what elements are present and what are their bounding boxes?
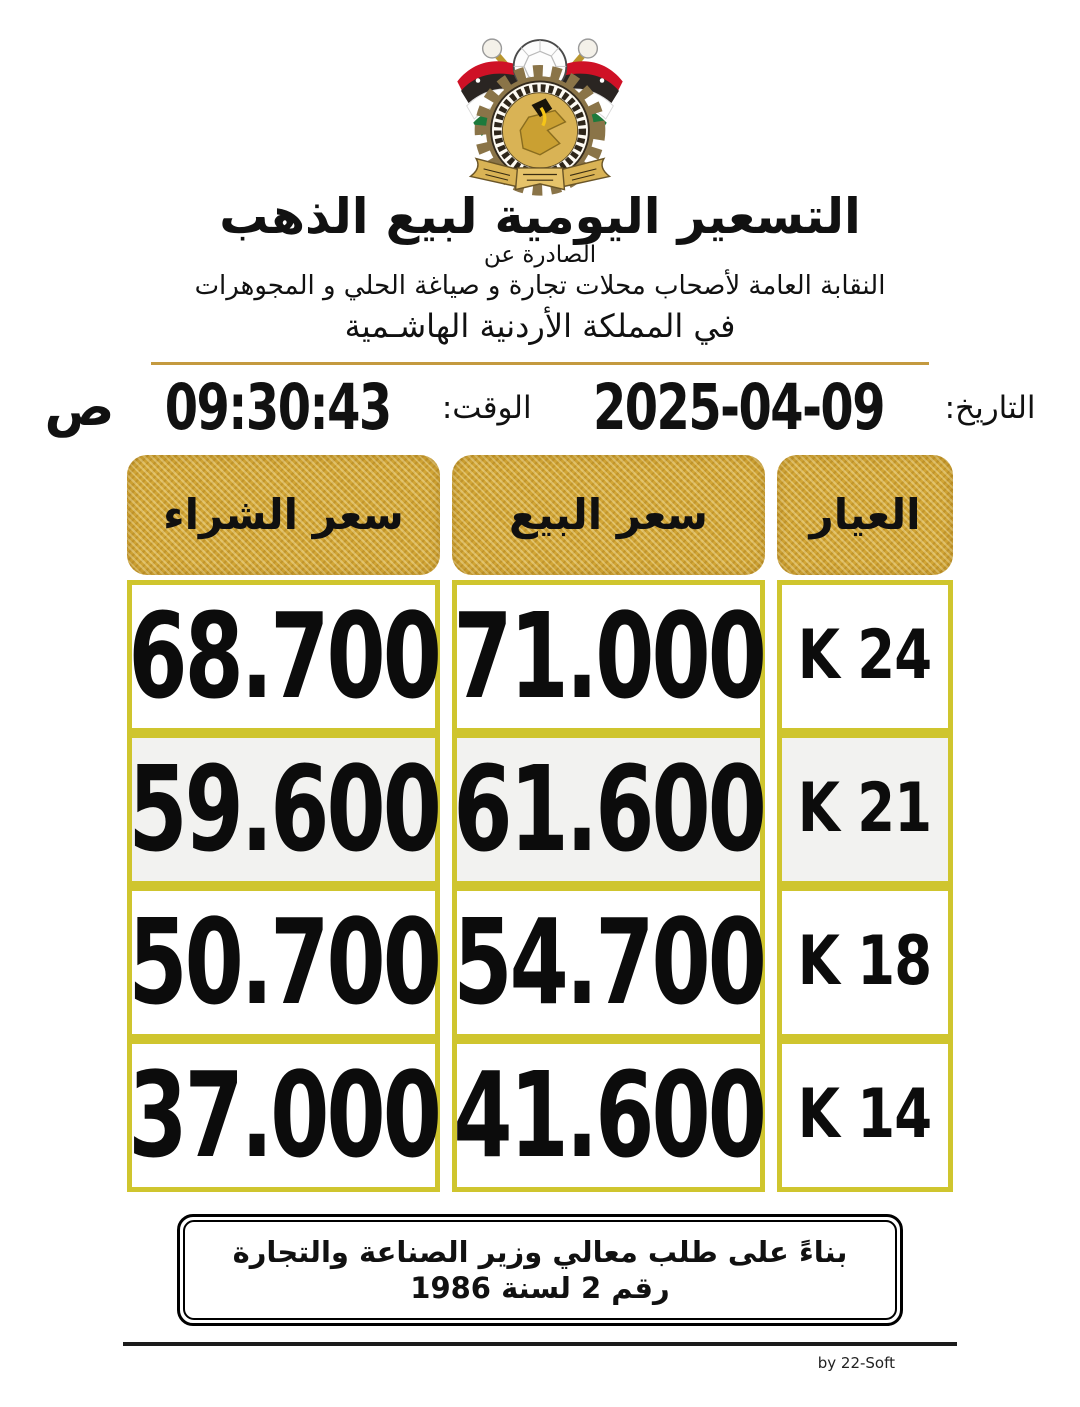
karat-value: 18 K [798,922,932,1002]
table-row-24k-karat [777,580,953,733]
table-row-18k-karat [777,886,953,1039]
ministry-note-box [177,1214,903,1327]
table-row-21k-sell [452,733,765,886]
sell-price: 54.700 [453,893,764,1032]
date-label: التاريخ: [944,389,1036,426]
sell-price: 71.000 [453,587,764,726]
bottom-divider [123,1342,957,1346]
issued-by-label: الصادرة عن [483,242,597,268]
table-row-21k-buy [127,733,440,886]
table-row-14k-karat [777,1039,953,1192]
gold-price-announcement [0,10,1080,1407]
page-title: التسعير اليومية لبيع الذهب [219,188,861,245]
karat-value: 24 K [798,616,932,696]
table-row-18k-buy [127,886,440,1039]
table-row-18k-sell [452,886,765,1039]
time-value: 09:30:43 [165,370,392,444]
buy-price: 59.600 [128,740,439,879]
table-row-14k-buy [127,1039,440,1192]
col-header-sell [452,455,765,575]
sell-price: 61.600 [453,740,764,879]
col-header-buy [127,455,440,575]
col-header-buy-label: سعر الشراء [163,490,404,540]
issuer-name: النقابة العامة لأصحاب محلات تجارة و صياغة الحلي و المجوهرات [194,271,886,302]
date-value: 2025-04-09 [592,370,884,444]
col-header-karat-label: العيار [809,490,921,540]
syndicate-emblem-icon [395,10,685,198]
gold-price-table [127,455,953,1192]
datetime-line [0,370,1080,444]
table-row-24k-sell [452,580,765,733]
buy-price: 50.700 [128,893,439,1032]
buy-price: 68.700 [128,587,439,726]
credit-line: by 22-Soft [817,1354,895,1373]
country-line: في المملكة الأردنية الهاشـمية [344,307,736,346]
karat-value: 21 K [798,769,932,849]
karat-value: 14 K [798,1075,932,1155]
table-row-21k-karat [777,733,953,886]
gold-separator [151,362,929,365]
meridiem-am: ص [44,377,115,438]
time-label: الوقت: [441,389,532,426]
ministry-note-text: بناءً على طلب معالي وزير الصناعة والتجارة رقم 2 لسنة 1986 [183,1220,897,1321]
sell-price: 41.600 [453,1046,764,1185]
col-header-karat [777,455,953,575]
table-row-14k-sell [452,1039,765,1192]
table-row-24k-buy [127,580,440,733]
col-header-sell-label: سعر البيع [509,490,708,540]
buy-price: 37.000 [128,1046,439,1185]
